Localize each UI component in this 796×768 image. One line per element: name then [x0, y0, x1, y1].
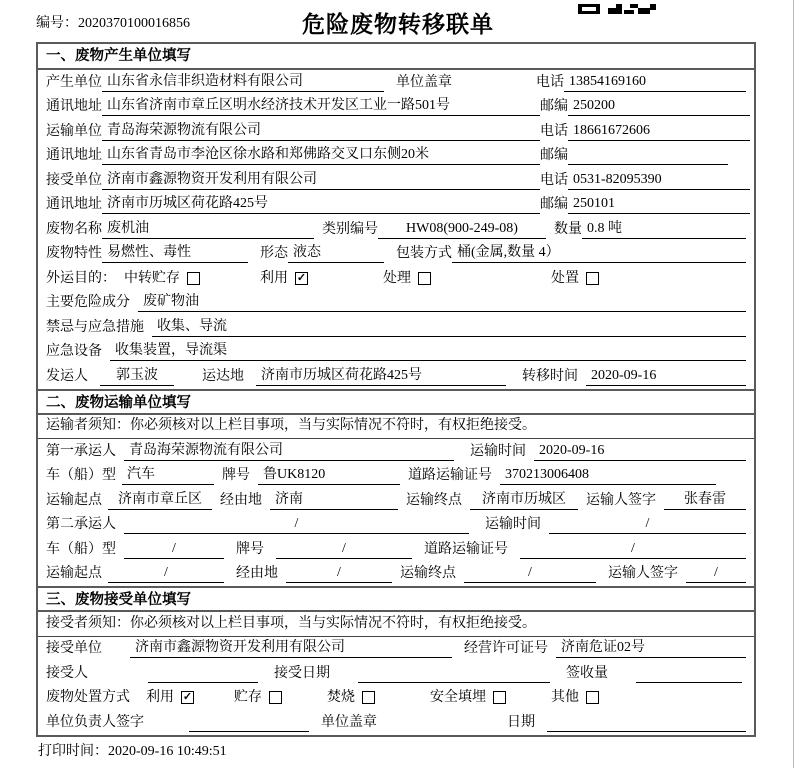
waste-props-value: 易燃性、毒性 — [102, 244, 248, 263]
vehicle2-label: 车（船）型 — [46, 541, 116, 557]
emergency-equipment-label: 应急设备 — [46, 344, 102, 359]
hazard-value: 废矿物油 — [138, 293, 746, 312]
emergency-equipment-value: 收集装置，导流渠 — [110, 342, 746, 361]
receiver-zip-value: 250101 — [568, 195, 750, 214]
sign-qty-label: 签收量 — [566, 665, 608, 681]
manifest-form-table — [36, 42, 756, 737]
waste-form-value: 液态 — [288, 244, 384, 263]
receiver-phone-label: 电话 — [540, 172, 568, 188]
section1-title: 一、废物产生单位填写 — [38, 44, 754, 70]
waste-name-label: 废物名称 — [46, 221, 102, 237]
checkbox-transfer-storage — [187, 272, 200, 285]
disposal-incinerate-label: 焚烧 — [327, 690, 355, 705]
purpose-row — [38, 266, 754, 291]
disposal-option-store — [234, 688, 282, 707]
producer-label: 产生单位 — [46, 74, 102, 90]
packing-value: 桶(金属,数量 4） — [452, 244, 746, 263]
carrier1-time-label: 运输时间 — [470, 443, 526, 459]
origin1-label: 运输起点 — [46, 492, 102, 508]
purpose-utilize-label: 利用 — [260, 270, 288, 286]
carrier1-value: 青岛海荣源物流有限公司 — [124, 442, 454, 461]
serial-value: 2020370100016856 — [78, 16, 190, 31]
road-permit2-value: / — [520, 540, 746, 559]
origin1-value: 济南市章丘区 — [108, 491, 212, 510]
checkbox-dispose — [586, 272, 599, 285]
sign1-value: 张春雷 — [664, 491, 746, 510]
purpose-transfer-storage-label: 中转贮存 — [124, 270, 180, 286]
disposal-option-landfill — [430, 688, 506, 707]
disposal-option-incinerate — [327, 688, 375, 707]
checkbox-disposal-incinerate — [362, 691, 375, 704]
producer-phone-label: 电话 — [536, 74, 564, 90]
vehicle2-row — [38, 537, 754, 562]
transporter-label: 运输单位 — [46, 123, 102, 139]
road-permit2-label: 道路运输证号 — [424, 541, 508, 557]
accept-date-label: 接受日期 — [274, 665, 330, 681]
unit-seal-label: 单位盖章 — [321, 714, 377, 730]
shipper-row — [38, 364, 754, 389]
via1-value: 济南 — [270, 491, 398, 510]
receiver-address-value: 济南市历城区荷花路425号 — [102, 195, 540, 214]
producer-address-label: 通讯地址 — [46, 99, 102, 114]
sign-qty-value — [636, 664, 742, 683]
transporter-address-label: 通讯地址 — [46, 148, 102, 163]
via1-label: 经由地 — [220, 492, 262, 508]
receiver-phone-value: 0531-82095390 — [568, 171, 750, 190]
chief-sign-value — [189, 713, 309, 732]
waste-name-value: 废机油 — [102, 220, 314, 239]
disposal-label: 废物处置方式 — [46, 690, 130, 705]
section2-title: 二、废物运输单位填写 — [38, 389, 754, 415]
destination-label: 运达地 — [202, 368, 244, 384]
vehicle1-value: 汽车 — [122, 466, 214, 485]
road-permit1-label: 道路运输证号 — [408, 468, 492, 483]
checkbox-treat — [418, 272, 431, 285]
permit-label: 经营许可证号 — [464, 641, 548, 656]
transporter-notice-text: 你必须核对以上栏目事项，当与实际情况不符时，有权拒绝接受。 — [130, 418, 536, 433]
carrier1-time-value: 2020-09-16 — [534, 442, 746, 461]
transporter-notice-row — [38, 415, 754, 440]
destination-value: 济南市历城区荷花路425号 — [256, 367, 506, 386]
end2-value: / — [464, 564, 596, 583]
receiver-address-label: 通讯地址 — [46, 197, 102, 212]
origin2-label: 运输起点 — [46, 566, 102, 581]
producer-zip-label: 邮编 — [540, 99, 568, 114]
serial-label: 编号： — [36, 16, 78, 31]
producer-address-row — [38, 95, 754, 120]
receiver-address-row — [38, 193, 754, 218]
sign-date-label: 日期 — [507, 714, 535, 730]
checkbox-disposal-utilize: ✓ — [182, 691, 193, 703]
transporter-phone-value: 18661672606 — [568, 122, 750, 141]
carrier2-row — [38, 513, 754, 538]
carrier1-row — [38, 439, 754, 464]
receiver-row — [38, 168, 754, 193]
emergency-equipment-row — [38, 340, 754, 365]
disposal-option-other — [551, 688, 599, 707]
purpose-treat-label: 处理 — [383, 270, 411, 286]
chief-sign-row — [38, 710, 754, 735]
transporter-value: 青岛海荣源物流有限公司 — [102, 122, 540, 141]
purpose-label: 外运目的： — [46, 270, 116, 286]
transporter-zip-label: 邮编 — [540, 148, 568, 163]
transfer-time-value: 2020-09-16 — [586, 367, 746, 386]
taboo-value: 收集、导流 — [152, 318, 746, 337]
plate2-label: 牌号 — [236, 541, 264, 557]
acceptor-row — [38, 661, 754, 686]
transfer-time-label: 转移时间 — [522, 368, 578, 384]
producer-row — [38, 70, 754, 95]
receiver-label: 接受单位 — [46, 172, 102, 188]
disposal-row — [38, 686, 754, 711]
purpose-option-transfer-storage — [124, 269, 200, 288]
taboo-label: 禁忌与应急措施 — [46, 319, 144, 335]
acceptor-value — [148, 664, 258, 683]
route1-row — [38, 488, 754, 513]
purpose-option-utilize — [260, 269, 308, 288]
transporter-row — [38, 119, 754, 144]
end1-label: 运输终点 — [406, 492, 462, 508]
producer-value: 山东省永信非织造材料有限公司 — [102, 73, 384, 92]
transporter-notice-label: 运输者须知： — [46, 418, 130, 433]
print-time-line — [38, 740, 227, 760]
via2-label: 经由地 — [236, 566, 278, 581]
page-edge-line — [793, 0, 794, 768]
vehicle1-label: 车（船）型 — [46, 468, 116, 483]
document-header — [36, 6, 760, 40]
disposal-utilize-label: 利用 — [146, 690, 174, 705]
purpose-option-dispose — [551, 269, 599, 288]
acceptor-label: 接受人 — [46, 665, 88, 681]
permit-value: 济南危证02号 — [556, 639, 746, 658]
origin2-value: / — [108, 564, 224, 583]
producer-zip-value: 250200 — [568, 97, 750, 116]
checkbox-utilize: ✓ — [296, 271, 307, 284]
checkbox-disposal-landfill — [493, 691, 506, 704]
waste-category-label: 类别编号 — [322, 221, 378, 237]
vehicle2-value: / — [124, 540, 224, 559]
waste-props-row — [38, 242, 754, 267]
carrier2-label: 第二承运人 — [46, 517, 116, 532]
print-time-label: 打印时间： — [38, 744, 108, 759]
producer-phone-value: 13854169160 — [564, 73, 746, 92]
disposal-landfill-label: 安全填埋 — [430, 690, 486, 705]
receiver-notice-row — [38, 612, 754, 637]
accept-unit-row — [38, 637, 754, 662]
print-time-value: 2020-09-16 10:49:51 — [108, 744, 227, 759]
shipper-label: 发运人 — [46, 368, 88, 384]
sign1-label: 运输人签字 — [586, 492, 656, 508]
receiver-zip-label: 邮编 — [540, 197, 568, 212]
qr-code-fragment-icon — [578, 4, 656, 16]
checkbox-disposal-store — [269, 691, 282, 704]
waste-name-row — [38, 217, 754, 242]
producer-address-value: 山东省济南市章丘区明水经济技术开发区工业一路501号 — [102, 97, 540, 116]
transporter-address-value: 山东省青岛市李沧区徐水路和郑佛路交叉口东侧20米 — [102, 146, 540, 165]
hazard-row — [38, 291, 754, 316]
waste-qty-value: 0.8 吨 — [582, 220, 746, 239]
accept-unit-value: 济南市鑫源物资开发利用有限公司 — [130, 639, 452, 658]
vehicle1-row — [38, 464, 754, 489]
sign2-value: / — [686, 564, 746, 583]
receiver-notice-text: 你必须核对以上栏目事项，当与实际情况不符时，有权拒绝接受。 — [130, 615, 536, 631]
via2-value: / — [286, 564, 392, 583]
waste-qty-label: 数量 — [554, 221, 582, 237]
carrier2-time-value: / — [549, 515, 746, 534]
carrier2-value: / — [124, 515, 469, 534]
disposal-other-label: 其他 — [551, 690, 579, 705]
sign2-label: 运输人签字 — [608, 566, 678, 581]
page-title: 危险废物转移联单 — [302, 11, 494, 37]
end1-value: 济南市历城区 — [470, 491, 578, 510]
shipper-value: 郭玉波 — [100, 367, 174, 386]
waste-form-label: 形态 — [260, 246, 288, 261]
route2-row — [38, 562, 754, 587]
transporter-zip-value — [568, 146, 728, 165]
plate1-value: 鲁UK8120 — [258, 466, 400, 485]
chief-sign-label: 单位负责人签字 — [46, 714, 144, 730]
disposal-option-utilize — [146, 688, 194, 707]
waste-category-value: HW08(900-249-08) — [378, 220, 546, 239]
disposal-store-label: 贮存 — [234, 690, 262, 705]
accept-date-value — [358, 664, 550, 683]
plate1-label: 牌号 — [222, 468, 250, 483]
section3-title: 三、废物接受单位填写 — [38, 586, 754, 612]
carrier2-time-label: 运输时间 — [485, 517, 541, 532]
carrier1-label: 第一承运人 — [46, 443, 116, 459]
road-permit1-value: 370213006408 — [500, 466, 716, 485]
seal-label: 单位盖章 — [396, 74, 452, 90]
plate2-value: / — [276, 540, 412, 559]
purpose-option-treat — [383, 269, 431, 288]
accept-unit-label: 接受单位 — [46, 641, 102, 656]
transporter-phone-label: 电话 — [540, 123, 568, 139]
waste-props-label: 废物特性 — [46, 246, 102, 261]
end2-label: 运输终点 — [400, 566, 456, 581]
receiver-notice-label: 接受者须知： — [46, 615, 130, 631]
purpose-dispose-label: 处置 — [551, 270, 579, 286]
receiver-value: 济南市鑫源物资开发利用有限公司 — [102, 171, 540, 190]
taboo-row — [38, 315, 754, 340]
hazard-label: 主要危险成分 — [46, 295, 130, 310]
packing-label: 包装方式 — [396, 246, 452, 261]
sign-date-value — [547, 713, 746, 732]
transporter-address-row — [38, 144, 754, 169]
checkbox-disposal-other — [586, 691, 599, 704]
